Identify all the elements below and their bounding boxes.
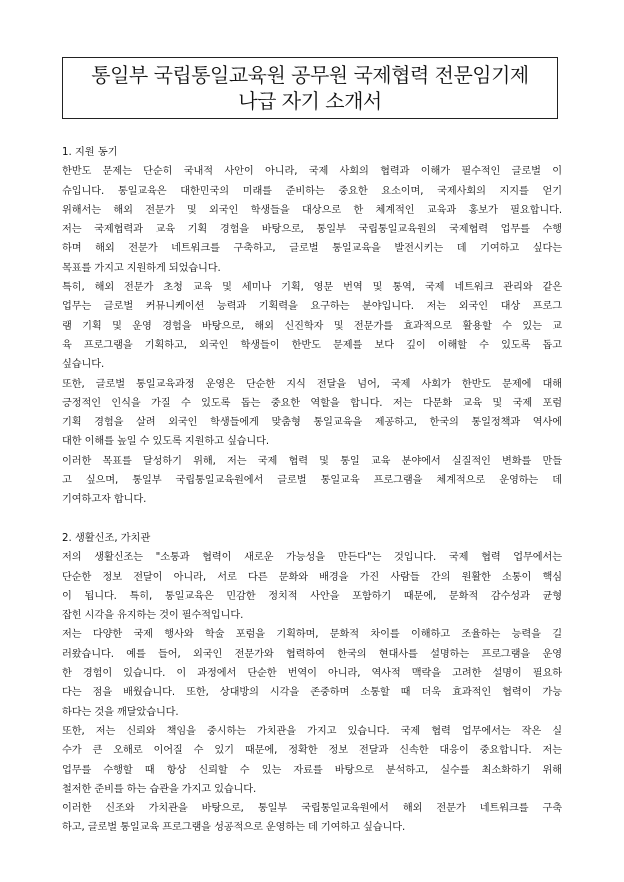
paragraph-line: 다는 점을 배웠습니다. 또한, 상대방의 시각을 존중하며 소통할 때 더욱 효과적인 협력이 가능 xyxy=(62,687,562,699)
document-title-line-1: 통일부 국립통일교육원 공무원 국제협력 전문임기제 xyxy=(91,63,529,87)
document-body xyxy=(62,143,562,838)
paragraph-line: 싶습니다. xyxy=(62,359,105,371)
paragraph-line: 하다는 것을 깨달았습니다. xyxy=(62,706,179,718)
paragraph-line: 하며 해외 전문가 네트워크를 구축하고, 글로벌 통일교육을 발전시키는 데 기여하고 싶다는 xyxy=(62,243,562,255)
paragraph-line: 또한, 글로벌 통일교육과정 운영은 단순한 지식 전달을 넘어, 국제 사회가 한반도 문제에 대해 xyxy=(62,378,562,390)
paragraph-line: 슈입니다. 통일교육은 대한민국의 미래를 준비하는 중요한 요소이며, 국제사회의 지지를 얻기 xyxy=(62,185,562,197)
paragraph-line: 이러한 목표를 달성하기 위해, 저는 국제 협력 및 통일 교육 분야에서 실질적인 변화를 만들 xyxy=(62,455,562,467)
paragraph-line: 철저한 준비를 하는 습관을 가지고 있습니다. xyxy=(62,783,257,795)
section-heading: 1. 지원 동기 xyxy=(62,147,118,158)
paragraph-line: 고 싶으며, 통일부 국립통일교육원에서 글로벌 통일교육 프로그램을 체계적으로 운영하는 데 xyxy=(62,475,562,487)
paragraph-line: 단순한 정보 전달이 아니라, 서로 다른 문화와 배경을 가진 사람들 간의 원활한 소통이 핵심 xyxy=(62,571,562,583)
paragraph-line: 또한, 저는 신뢰와 책임을 중시하는 가치관을 가지고 있습니다. 국제 협력 업무에서는 작은 실 xyxy=(62,725,562,737)
paragraph-line: 저는 국제협력과 교육 기획 경험을 바탕으로, 통일부 국립통일교육원의 국제협력 업무를 수행 xyxy=(62,224,562,236)
paragraph-line: 잡힌 시각을 유지하는 것이 필수적입니다. xyxy=(62,610,244,622)
document-title-line-2: 나급 자기 소개서 xyxy=(238,89,382,113)
paragraph-line: 이러한 신조와 가치관을 바탕으로, 통일부 국립통일교육원에서 해외 전문가 네트워크를 구축 xyxy=(62,803,562,815)
paragraph-line: 기획 경험을 살려 외국인 학생들에게 맞춤형 통일교육을 제공하고, 한국의 통일정책과 역사에 xyxy=(62,417,562,429)
section-heading: 2. 생활신조, 가치관 xyxy=(62,532,151,544)
paragraph-line: 업무를 수행할 때 항상 신뢰할 수 있는 자료를 바탕으로 분석하고, 실수를 최소화하기 위해 xyxy=(62,764,562,776)
paragraph-line: 이 됩니다. 특히, 통일교육은 민감한 정치적 사안을 포함하기 때문에, 문화적 감수성과 균형 xyxy=(62,590,562,602)
paragraph-line: 특히, 해외 전문가 초청 교육 및 세미나 기획, 영문 번역 및 통역, 국제 네트워크 관리와 같은 xyxy=(62,282,562,294)
section-gap xyxy=(62,510,562,529)
paragraph-line: 위해서는 해외 전문가 및 외국인 학생들을 대상으로 한 체계적인 교육과 홍보가 필요합니다. xyxy=(62,204,562,216)
paragraph-line: 긍정적인 인식을 가질 수 있도록 돕는 중요한 역할을 합니다. 저는 다문화 교육 및 국제 포럼 xyxy=(62,397,562,409)
title-box xyxy=(62,57,558,119)
paragraph-line: 하고, 글로벌 통일교육 프로그램을 성공적으로 운영하는 데 기여하고 싶습니다. xyxy=(62,822,406,834)
paragraph-line: 한반도 문제는 단순히 국내적 사안이 아니라, 국제 사회의 협력과 이해가 필수적인 글로벌 이 xyxy=(62,166,562,178)
paragraph-line: 저는 다양한 국제 행사와 학술 포럼을 기획하며, 문화적 차이를 이해하고 조율하는 능력을 길 xyxy=(62,629,562,641)
paragraph-line: 램 기획 및 운영 경험을 바탕으로, 해외 신진학자 및 전문가를 효과적으로 활용할 수 있는 교 xyxy=(62,320,562,332)
paragraph-line: 육 프로그램을 기획하고, 외국인 학생들이 한반도 문제를 보다 깊이 이해할 수 있도록 돕고 xyxy=(62,339,562,351)
paragraph-line: 목표를 가지고 지원하게 되었습니다. xyxy=(62,262,221,274)
paragraph-line: 대한 이해를 높일 수 있도록 지원하고 싶습니다. xyxy=(62,436,270,448)
paragraph-line: 저의 생활신조는 "소통과 협력이 새로운 가능성을 만든다"는 것입니다. 국제 협력 업무에서는 xyxy=(62,552,562,564)
paragraph-line: 러왔습니다. 예를 들어, 외국인 전문가와 협력하여 한국의 현대사를 설명하는 프로그램을 운영 xyxy=(62,648,562,660)
paragraph-line: 수가 큰 오해로 이어질 수 있기 때문에, 정확한 정보 전달과 신속한 대응이 중요합니다. 저는 xyxy=(62,745,562,757)
paragraph-line: 한 경험이 있습니다. 이 과정에서 단순한 번역이 아니라, 역사적 맥락을 고려한 설명이 필요하 xyxy=(62,668,562,680)
paragraph-line: 업무는 글로벌 커뮤니케이션 능력과 기획력을 요구하는 분야입니다. 저는 외국인 대상 프로그 xyxy=(62,301,562,313)
paragraph-line: 기여하고자 합니다. xyxy=(62,494,147,506)
